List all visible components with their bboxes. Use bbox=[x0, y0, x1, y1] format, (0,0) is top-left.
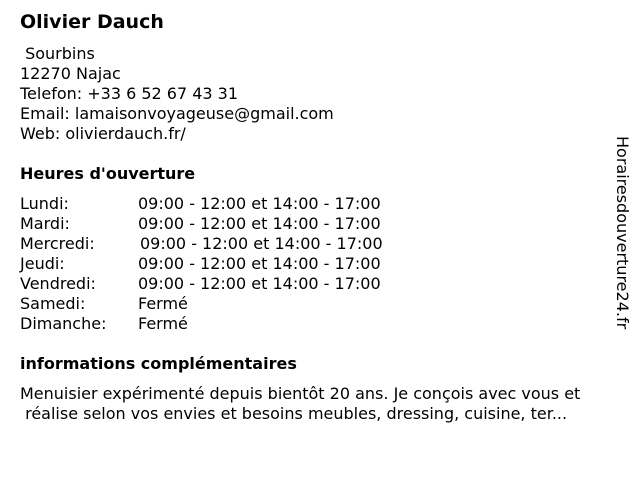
day-hours: 09:00 - 12:00 et 14:00 - 17:00 bbox=[138, 214, 381, 233]
additional-info-text bbox=[20, 384, 580, 424]
address-street: Sourbins bbox=[20, 44, 95, 63]
day-label: Mardi: bbox=[20, 214, 70, 233]
day-label: Mercredi: bbox=[20, 234, 95, 253]
hours-row-friday bbox=[20, 274, 440, 294]
day-label: Jeudi: bbox=[20, 254, 65, 273]
info-line: Menuisier expérimenté depuis bientôt 20 ans. Je conçois avec vous et bbox=[20, 384, 581, 403]
hours-row-monday bbox=[20, 194, 440, 214]
info-line: réalise selon vos envies et besoins meubles, dressing, cuisine, ter... bbox=[20, 404, 568, 423]
business-name: Olivier Dauch bbox=[20, 11, 164, 33]
day-hours: Fermé bbox=[138, 294, 188, 313]
day-hours: 09:00 - 12:00 et 14:00 - 17:00 bbox=[138, 254, 381, 273]
email-address: Email: lamaisonvoyageuse@gmail.com bbox=[20, 104, 334, 123]
day-label: Samedi: bbox=[20, 294, 86, 313]
hours-row-sunday bbox=[20, 314, 440, 334]
day-hours: Fermé bbox=[138, 314, 188, 333]
day-hours: 09:00 - 12:00 et 14:00 - 17:00 bbox=[138, 274, 381, 293]
hours-row-wednesday bbox=[20, 234, 440, 254]
opening-hours-heading: Heures d'ouverture bbox=[20, 164, 196, 183]
site-watermark bbox=[611, 136, 633, 346]
day-hours: 09:00 - 12:00 et 14:00 - 17:00 bbox=[140, 234, 383, 253]
hours-row-thursday bbox=[20, 254, 440, 274]
opening-hours-table bbox=[20, 194, 440, 334]
day-label: Vendredi: bbox=[20, 274, 96, 293]
hours-row-saturday bbox=[20, 294, 440, 314]
contact-details bbox=[20, 44, 334, 144]
website: Web: olivierdauch.fr/ bbox=[20, 124, 186, 143]
day-label: Dimanche: bbox=[20, 314, 107, 333]
phone-number: Telefon: +33 6 52 67 43 31 bbox=[20, 84, 239, 103]
day-label: Lundi: bbox=[20, 194, 69, 213]
address-city: 12270 Najac bbox=[20, 64, 121, 83]
additional-info-heading: informations complémentaires bbox=[20, 354, 297, 373]
day-hours: 09:00 - 12:00 et 14:00 - 17:00 bbox=[138, 194, 381, 213]
watermark-text: Horairesdouverture24.fr bbox=[613, 136, 632, 330]
hours-row-tuesday bbox=[20, 214, 440, 234]
